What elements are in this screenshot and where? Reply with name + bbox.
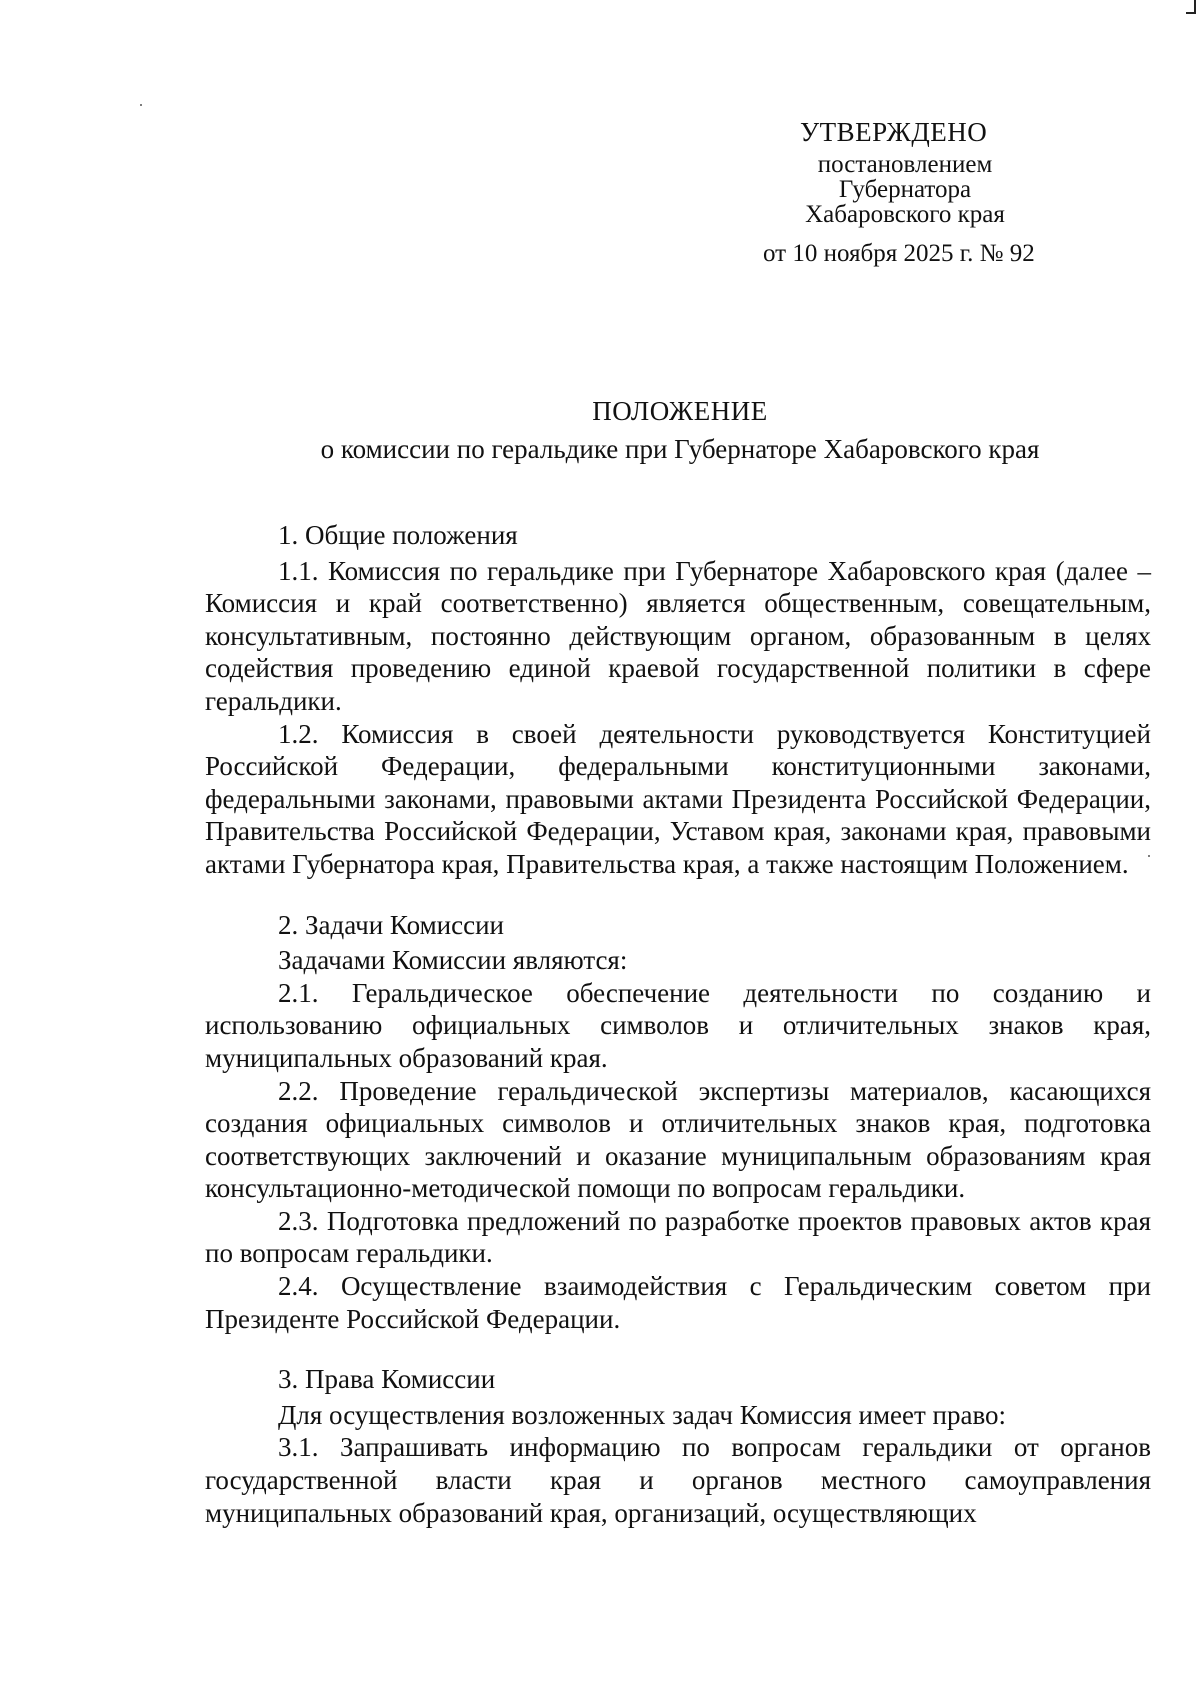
approval-date: от 10 ноября 2025 г. № 92 — [763, 240, 1035, 267]
approval-line-2: Губернатора — [838, 176, 972, 203]
approval-stamp-block — [763, 112, 1110, 269]
document-body — [205, 519, 1151, 1529]
section-heading-3: 3. Права Комиссии — [278, 1364, 496, 1395]
paragraph-2-2: 2.2. Проведение геральдической экспертизы материалов, касающихся создания официальных символов и отличительных знаков края, подготовка соответствующих заключений и оказание муниципальным образованиям края консультационно-методической помощи по вопросам геральдики. — [205, 1075, 1151, 1204]
document-title: ПОЛОЖЕНИЕ — [592, 396, 768, 426]
document-subtitle: о комиссии по геральдике при Губернаторе Хабаровского края — [320, 434, 1040, 464]
section-2-intro: Задачами Комиссии являются: — [278, 945, 628, 976]
paragraph-2-3: 2.3. Подготовка предложений по разработке проектов правовых актов края по вопросам геральдики. — [205, 1205, 1151, 1269]
paragraph-3-1: 3.1. Запрашивать информацию по вопросам геральдики от органов государственной власти края и органов местного самоуправления муниципальных образований края, организаций, осуществляющих — [205, 1432, 1151, 1528]
paragraph-2-4: 2.4. Осуществление взаимодействия с Геральдическим советом при Президенте Российской Федерации. — [205, 1271, 1151, 1334]
section-heading-1: 1. Общие положения — [278, 520, 518, 550]
section-3-intro: Для осуществления возложенных задач Комиссия имеет право: — [278, 1399, 1007, 1430]
paragraph-1-1: 1.1. Комиссия по геральдике при Губернаторе Хабаровского края (далее – Комиссия и край соответственно) является общественным, совещательным, консультативным, постоянно действующим органом, образованным в целях содействия проведению единой краевой государственной политики в сфере геральдики. — [205, 555, 1151, 716]
approval-title: УТВЕРЖДЕНО — [800, 117, 988, 147]
paragraph-2-1: 2.1. Геральдическое обеспечение деятельности по созданию и использованию официальных символов и отличительных знаков края, муниципальных образований края. — [205, 977, 1151, 1073]
scan-corner-mark — [1186, 0, 1196, 14]
scan-speck — [140, 104, 142, 106]
approval-line-1: постановлением — [817, 151, 993, 178]
section-heading-2: 2. Задачи Комиссии — [278, 909, 504, 940]
approval-line-3: Хабаровского края — [805, 201, 1005, 228]
paragraph-1-2: 1.2. Комиссия в своей деятельности руководствуется Конституцией Российской Федерации, федеральными конституционными законами, федеральными законами, правовыми актами Президента Российской Федерации, Правительства Российской Федерации, Уставом края, законами края, правовыми актами Губернатора края, Правительства края, а также настоящим Положением. — [205, 718, 1151, 879]
